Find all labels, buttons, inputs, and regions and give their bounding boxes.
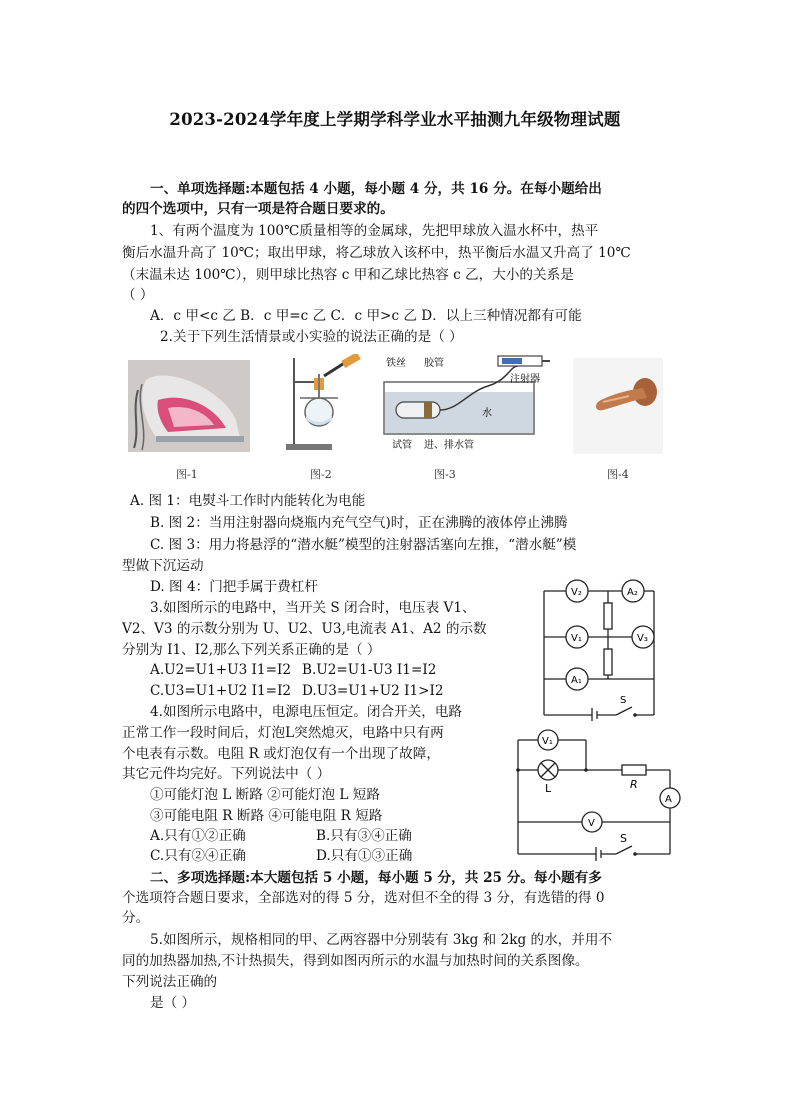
q3-v3-label: V₃ xyxy=(637,633,648,644)
q2-option-d: D. 图 4：门把手属于费杠杆 xyxy=(150,579,318,595)
section1-heading-line1: 一、单项选择题:本题包括 4 小题，每小题 4 分，共 16 分。在每小题给出 xyxy=(150,181,602,197)
label-wire: 铁丝 xyxy=(386,358,406,369)
q4-line1: 4.如图所示电路中，电源电压恒定。闭合开关，电路 xyxy=(150,704,463,720)
q1-line3: （末温未达 100℃），则甲球比热容 c 甲和乙球比热容 c 乙，大小的关系是 xyxy=(122,267,574,283)
section1-heading-line2: 的四个选项中，只有一项是符合题日要求的。 xyxy=(122,201,394,217)
q4-option-a: A.只有①②正确 xyxy=(150,828,246,844)
q4-statements-2: ③可能电阻 R 断路 ④可能电阻 R 短路 xyxy=(150,808,383,824)
q2-option-a: A. 图 1：电熨斗工作时内能转化为电能 xyxy=(130,493,366,509)
door-handle-photo xyxy=(573,358,663,454)
q2-stem: 2.关于下列生活情景或小实验的说法正确的是（ ） xyxy=(160,329,463,345)
section2-heading-line2: 个选项符合题日要求，全部选对的得 5 分，选对但不全的得 3 分，有选错的得 0 xyxy=(122,890,605,906)
flask-syringe-diagram xyxy=(284,354,368,454)
q4-switch-label: S xyxy=(620,832,627,845)
q4-line2: 正常工作一段时间后，灯泡L突然熄灭，电路中只有两 xyxy=(122,725,444,741)
q3-option-d: D.U3=U1+U2 I1>I2 xyxy=(302,683,444,699)
q1-options: A．c 甲<c 乙 B．c 甲=c 乙 C．c 甲>c 乙 D．以上三种情况都有可能 xyxy=(150,308,582,324)
q5-line1: 5.如图所示，规格相同的甲、乙两容器中分别装有 3kg 和 2kg 的水，并用不 xyxy=(150,932,613,948)
q5-line4: 是（ ） xyxy=(150,995,196,1011)
q3-circuit-diagram xyxy=(536,575,666,721)
q4-voltmeter-label: V xyxy=(588,818,595,829)
fig2-caption: 图-2 xyxy=(310,468,332,481)
q4-resistor-label: R xyxy=(630,778,638,791)
q3-option-a: A.U2=U1+U3 I1=I2 xyxy=(150,662,291,678)
label-water: 水 xyxy=(482,408,492,419)
q4-option-c: C.只有②④正确 xyxy=(150,848,246,864)
q4-line4: 其它元件均完好。下列说法中（ ） xyxy=(122,766,331,782)
q2-option-c-line2: 型做下沉运动 xyxy=(122,558,204,574)
q3-line1: 3.如图所示的电路中，当开关 S 闭合时，电压表 V1、 xyxy=(150,600,476,616)
fig1-caption: 图-1 xyxy=(176,468,198,481)
q4-line3: 个电表有示数。电阻 R 或灯泡仅有一个出现了故障， xyxy=(122,746,440,762)
q4-circuit-diagram xyxy=(510,726,686,862)
label-pipe: 进、排水管 xyxy=(424,440,474,451)
q4-statements-1: ①可能灯泡 L 断路 ②可能灯泡 L 短路 xyxy=(150,787,380,803)
section2-heading-line3: 分。 xyxy=(122,910,150,926)
label-syringe: 注射器 xyxy=(510,374,540,385)
q1-line4: （ ） xyxy=(122,287,154,303)
q4-ammeter-label: A xyxy=(665,794,672,805)
iron-photo xyxy=(128,360,250,452)
q3-a1-label: A₁ xyxy=(571,675,582,686)
q4-option-d: D.只有①③正确 xyxy=(316,848,413,864)
q1-line1: 1、有两个温度为 100℃质量相等的金属球，先把甲球放入温水杯中，热平 xyxy=(150,223,599,239)
page-title: 2023-2024学年度上学期学科学业水平抽测九年级物理试题 xyxy=(169,110,621,129)
section2-heading-line1: 二、多项选择题:本大题包括 5 小题，每小题 5 分，共 25 分。每小题有多 xyxy=(150,870,602,886)
q3-option-b: B.U2=U1-U3 I1=I2 xyxy=(302,662,437,678)
q4-option-b: B.只有③④正确 xyxy=(316,828,412,844)
q3-switch-label: S xyxy=(620,695,627,706)
fig3-caption: 图-3 xyxy=(434,468,456,481)
q5-line3: 下列说法正确的 xyxy=(122,974,218,990)
q3-line3: 分别为 I1、I2,那么下列关系正确的是（ ） xyxy=(122,642,381,658)
q3-a2-label: A₂ xyxy=(627,587,638,598)
q4-v1-label: V₁ xyxy=(542,736,553,747)
q3-v1-label: V₁ xyxy=(571,633,582,644)
submarine-model-diagram xyxy=(378,352,554,456)
q2-option-c-line1: C. 图 3：用力将悬浮的“潜水艇”模型的注射器活塞向左推，“潜水艇”模 xyxy=(150,537,577,553)
q3-option-c: C.U3=U1+U2 I1=I2 xyxy=(150,683,292,699)
q2-option-b: B. 图 2：当用注射器向烧瓶内充气空气)时，正在沸腾的液体停止沸腾 xyxy=(150,515,568,531)
q5-line2: 同的加热器加热,不计热损失，得到如图丙所示的水温与加热时间的关系图像。 xyxy=(122,953,589,969)
q4-lamp-label: L xyxy=(545,782,552,795)
q3-line2: V2、V3 的示数分别为 U、U2、U3,电流表 A1、A2 的示数 xyxy=(122,621,487,637)
fig4-caption: 图-4 xyxy=(607,468,629,481)
label-hose: 胶管 xyxy=(424,358,444,369)
q3-v2-label: V₂ xyxy=(571,587,582,598)
q1-line2: 衡后水温升高了 10℃；取出甲球，将乙球放入该杯中，热平衡后水温又升高了 10℃ xyxy=(122,245,631,261)
label-test-tube: 试管 xyxy=(392,440,412,451)
